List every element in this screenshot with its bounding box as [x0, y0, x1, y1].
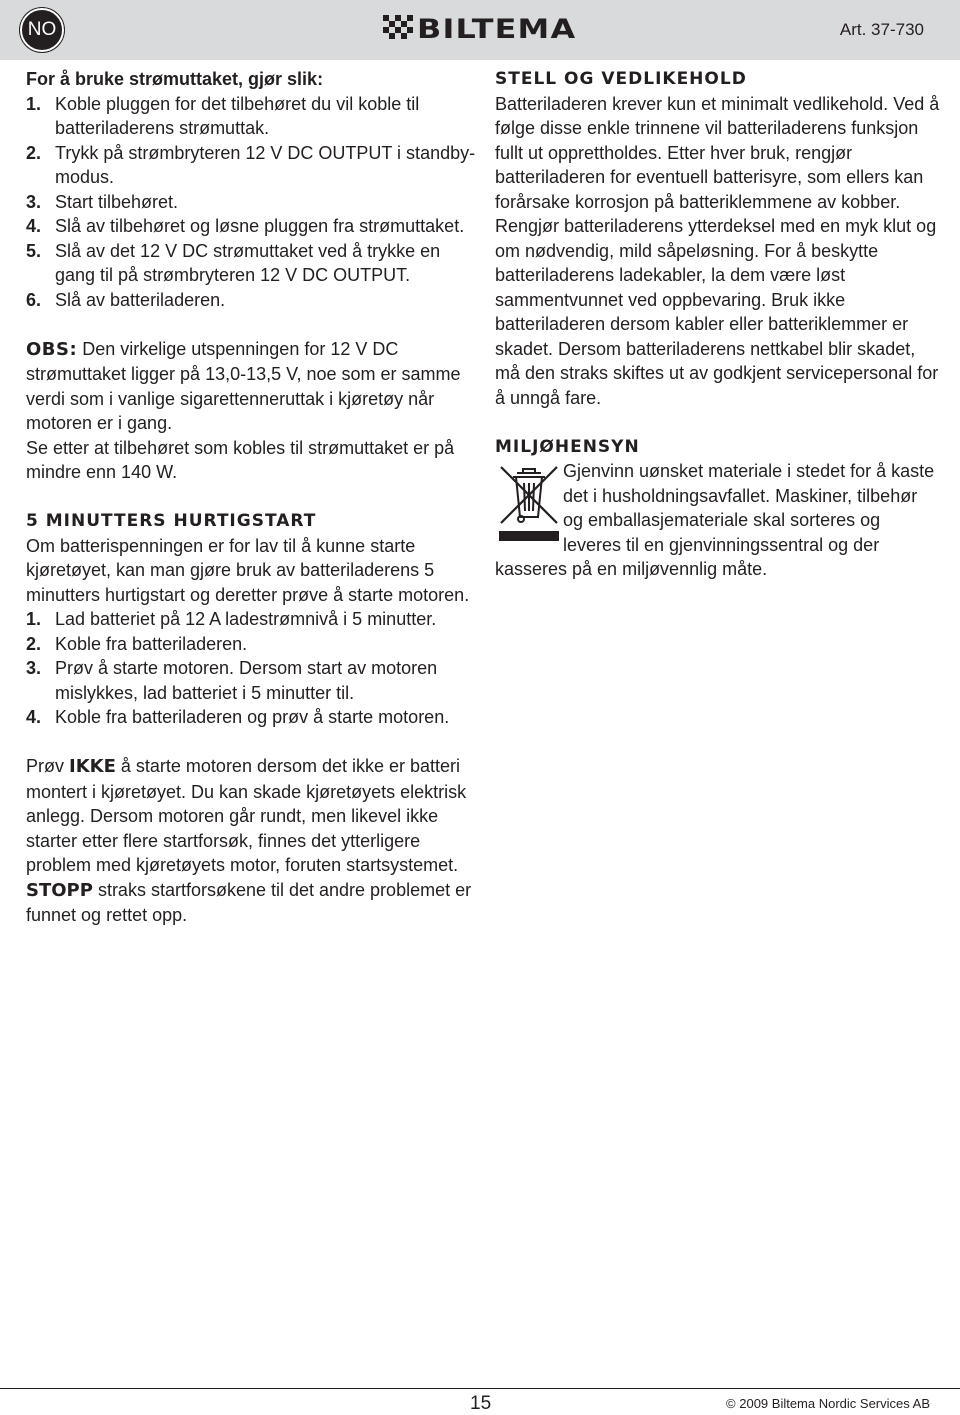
step-number: 5.: [26, 240, 42, 261]
list-item: [26, 239, 476, 288]
step-number: 3.: [26, 658, 42, 678]
list-item: [26, 214, 476, 239]
biltema-logo: [383, 13, 577, 45]
warning-text-mid: å starte motoren dersom det ikke er batteri montert i kjøretøyet. Du kan skade kjøretøyets elektrisk anlegg. Dersom motoren går rundt, men likevel ikke starter etter flere startforsøk, finnes det ytterligere problem med kjøretøyets motor, foruten startsystemet.: [26, 756, 467, 875]
header-bar: [0, 0, 960, 60]
step-text: Start tilbehøret.: [55, 191, 179, 212]
step-number: 6.: [26, 289, 42, 310]
warning-text-post: straks startforsøkene til det andre problemet er funnet og rettet opp.: [26, 879, 472, 925]
step-number: 1.: [26, 609, 42, 629]
footer-divider: [0, 1388, 960, 1389]
step-text: Koble fra batteriladeren.: [55, 633, 248, 654]
step-text: Slå av tilbehøret og løsne pluggen fra strømuttaket.: [55, 216, 465, 236]
weee-crossed-bin-icon: [495, 461, 563, 543]
list-item: [26, 656, 476, 705]
checkered-flag-icon: [383, 15, 415, 43]
right-column: [495, 67, 940, 582]
quickstart-heading: 5 MINUTTERS HURTIGSTART: [26, 511, 317, 531]
step-text: Lad batteriet på 12 A ladestrømnivå i 5 minutter.: [55, 609, 437, 629]
obs-paragraph: [26, 337, 476, 436]
list-item: [26, 288, 476, 313]
list-item: [26, 92, 476, 141]
step-number: 4.: [26, 707, 42, 727]
care-text: Batteriladeren krever kun et minimalt vedlikehold. Ved å følge disse enkle trinnene vil batteriladerens funksjon fullt ut opprettholdes. Etter hver bruk, rengjør batteriladeren for eventuell batterisyre, som ellers kan forårsake korrosjon på batteriklemmene av kobber. Rengjør batteriladerens ytterdeksel med en myk klut og om nødvendig, mild såpeløsning. For å beskytte batteriladerens ladekabler, la dem være løst sammentvunnet ved oppbevaring. Bruk ikke batteriladeren dersom kabler eller batteriklemmer er skadet. Dersom batteriladerens nettkabel blir skadet, må den straks skiftes ut av godkjent servicepersonal for å unngå fare.: [495, 93, 940, 408]
step-number: 1.: [26, 93, 42, 114]
warning-ikke: IKKE: [69, 756, 116, 777]
list-item: [26, 632, 476, 657]
list-item: [26, 705, 476, 730]
step-text: Koble fra batteriladeren og prøv å starte motoren.: [55, 707, 450, 727]
environment-block: [495, 459, 940, 582]
usage-steps: [26, 92, 476, 313]
warning-stopp: STOPP: [26, 879, 93, 901]
language-badge: NO: [20, 8, 64, 52]
warning-paragraph: [26, 754, 476, 928]
environment-heading: MILJØHENSYN: [495, 436, 640, 457]
article-number: Art. 37-730: [839, 20, 924, 39]
list-item: [26, 607, 476, 632]
obs-label: OBS:: [26, 338, 78, 360]
step-number: 2.: [26, 633, 42, 654]
step-number: 3.: [26, 191, 42, 212]
care-heading: STELL OG VEDLIKEHOLD: [495, 69, 747, 89]
environment-text: Gjenvinn uønsket materiale i stedet for å kaste det i husholdningsavfallet. Maskiner, tilbehør og emballasjemateriale skal sorteres og leveres til en gjenvinningssentral og der kasseres på en miljøvennlig måte.: [495, 461, 935, 579]
page-number: 15: [470, 1393, 492, 1414]
usage-lead: For å bruke strømuttaket, gjør slik:: [26, 69, 324, 89]
list-item: [26, 141, 476, 190]
brand-name: BILTEMA: [417, 13, 577, 45]
step-text: Slå av det 12 V DC strømuttaket ved å trykke en gang til på strømbryteren 12 V DC OUTPUT.: [55, 240, 441, 285]
step-text: Prøv å starte motoren. Dersom start av motoren mislykkes, lad batteriet i 5 minutter til.: [55, 658, 438, 703]
list-item: [26, 190, 476, 215]
warning-text-pre: Prøv: [26, 756, 69, 776]
obs-text: Den virkelige utspenningen for 12 V DC strømuttaket ligger på 13,0-13,5 V, noe som er samme verdi som i vanlige sigarettenneruttak i kjøretøy når motoren er i gang.: [26, 338, 461, 433]
copyright: © 2009 Biltema Nordic Services AB: [726, 1396, 930, 1411]
step-text: Slå av batteriladeren.: [55, 289, 226, 310]
step-text: Trykk på strømbryteren 12 V DC OUTPUT i standby-modus.: [55, 142, 476, 187]
step-text: Koble pluggen for det tilbehøret du vil koble til batteriladerens strømuttak.: [55, 93, 420, 138]
step-number: 4.: [26, 216, 42, 236]
step-number: 2.: [26, 142, 42, 163]
obs-paragraph-2: Se etter at tilbehøret som kobles til strømuttaket er på mindre enn 140 W.: [26, 437, 455, 482]
quickstart-intro: Om batterispenningen er for lav til å kunne starte kjøretøyet, kan man gjøre bruk av batteriladerens 5 minutters hurtigstart og deretter prøve å starte motoren.: [26, 535, 470, 605]
left-column: [26, 67, 476, 928]
quickstart-steps: [26, 607, 476, 730]
